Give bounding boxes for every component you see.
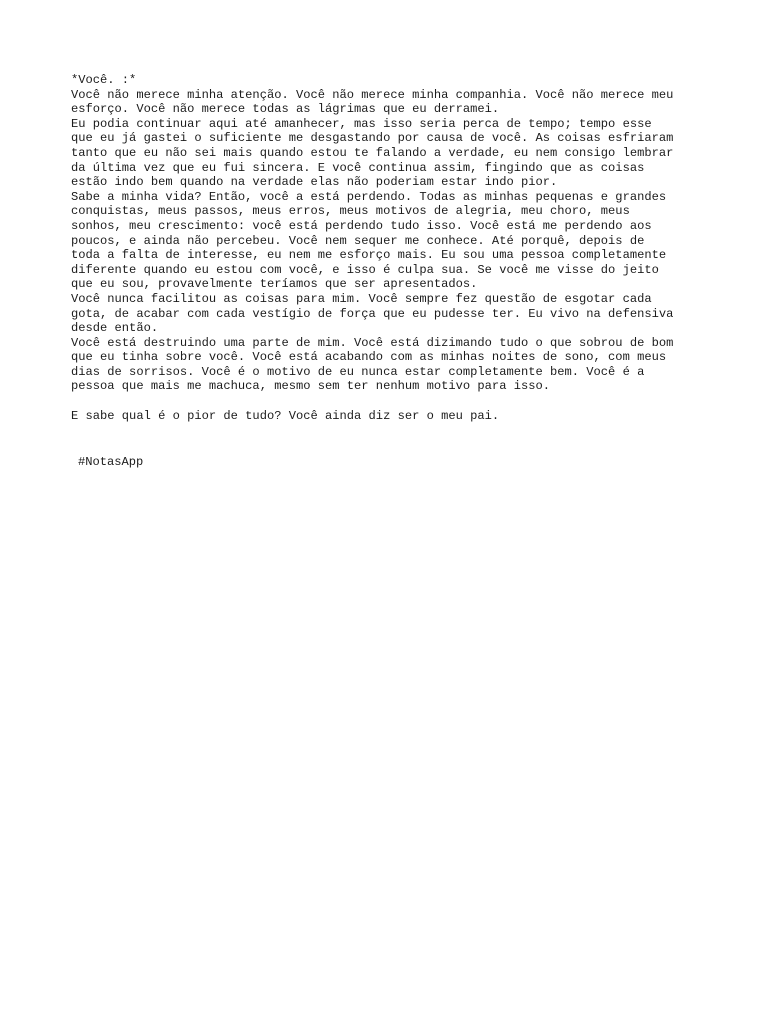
closing-line: E sabe qual é o pior de tudo? Você ainda diz ser o meu pai.: [71, 408, 500, 423]
text-line: estão indo bem quando na verdade elas não poderiam estar indo pior.: [71, 175, 558, 190]
document-body: [71, 73, 711, 423]
document-title: *Você. :*: [71, 73, 137, 87]
text-line: Você nunca facilitou as coisas para mim. Você sempre fez questão de esgotar cada: [71, 291, 652, 306]
text-line: conquistas, meus passos, meus erros, meus motivos de alegria, meu choro, meus: [71, 204, 630, 219]
text-line: Você está destruindo uma parte de mim. Você está dizimando tudo o que sobrou de bom: [71, 335, 674, 350]
text-line: diferente quando eu estou com você, e isso é culpa sua. Se você me visse do jeito: [71, 262, 659, 277]
spacer: [71, 394, 711, 409]
paragraph-2: [71, 117, 711, 190]
text-line: dias de sorrisos. Você é o motivo de eu nunca estar completamente bem. Você é a: [71, 364, 645, 379]
paragraph-4: [71, 292, 711, 336]
text-line: pessoa que mais me machuca, mesmo sem ter nenhum motivo para isso.: [71, 379, 550, 394]
text-line: gota, de acabar com cada vestígio de força que eu pudesse ter. Eu vivo na defensiva: [71, 306, 674, 321]
paragraph-1: [71, 88, 711, 117]
text-line: que eu sou, provavelmente teríamos que ser apresentados.: [71, 277, 478, 292]
paragraph-3: [71, 190, 711, 292]
text-line: tanto que eu não sei mais quando estou te falando a verdade, eu nem consigo lembrar: [71, 145, 674, 160]
text-line: Eu podia continuar aqui até amanhecer, mas isso seria perca de tempo; tempo esse: [71, 116, 652, 131]
paragraph-5: [71, 336, 711, 394]
text-line: sonhos, meu crescimento: você está perdendo tudo isso. Você está me perdendo aos: [71, 218, 652, 233]
text-line: poucos, e ainda não percebeu. Você nem sequer me conhece. Até porquê, depois de: [71, 233, 645, 248]
text-line: Sabe a minha vida? Então, você a está perdendo. Todas as minhas pequenas e grandes: [71, 189, 667, 204]
text-line: que eu já gastei o suficiente me desgastando por causa de você. As coisas esfriaram: [71, 131, 674, 146]
text-line: esforço. Você não merece todas as lágrimas que eu derramei.: [71, 102, 500, 117]
hashtag-link[interactable]: #NotasApp: [78, 455, 144, 469]
text-line: da última vez que eu fui sincera. E você continua assim, fingindo que as coisas: [71, 160, 645, 175]
text-line: desde então.: [71, 321, 159, 336]
text-line: que eu tinha sobre você. Você está acabando com as minhas noites de sono, com meus: [71, 350, 667, 365]
text-line: Você não merece minha atenção. Você não merece minha companhia. Você não merece meu: [71, 87, 674, 102]
text-line: toda a falta de interesse, eu nem me esforço mais. Eu sou uma pessoa completamente: [71, 248, 667, 263]
